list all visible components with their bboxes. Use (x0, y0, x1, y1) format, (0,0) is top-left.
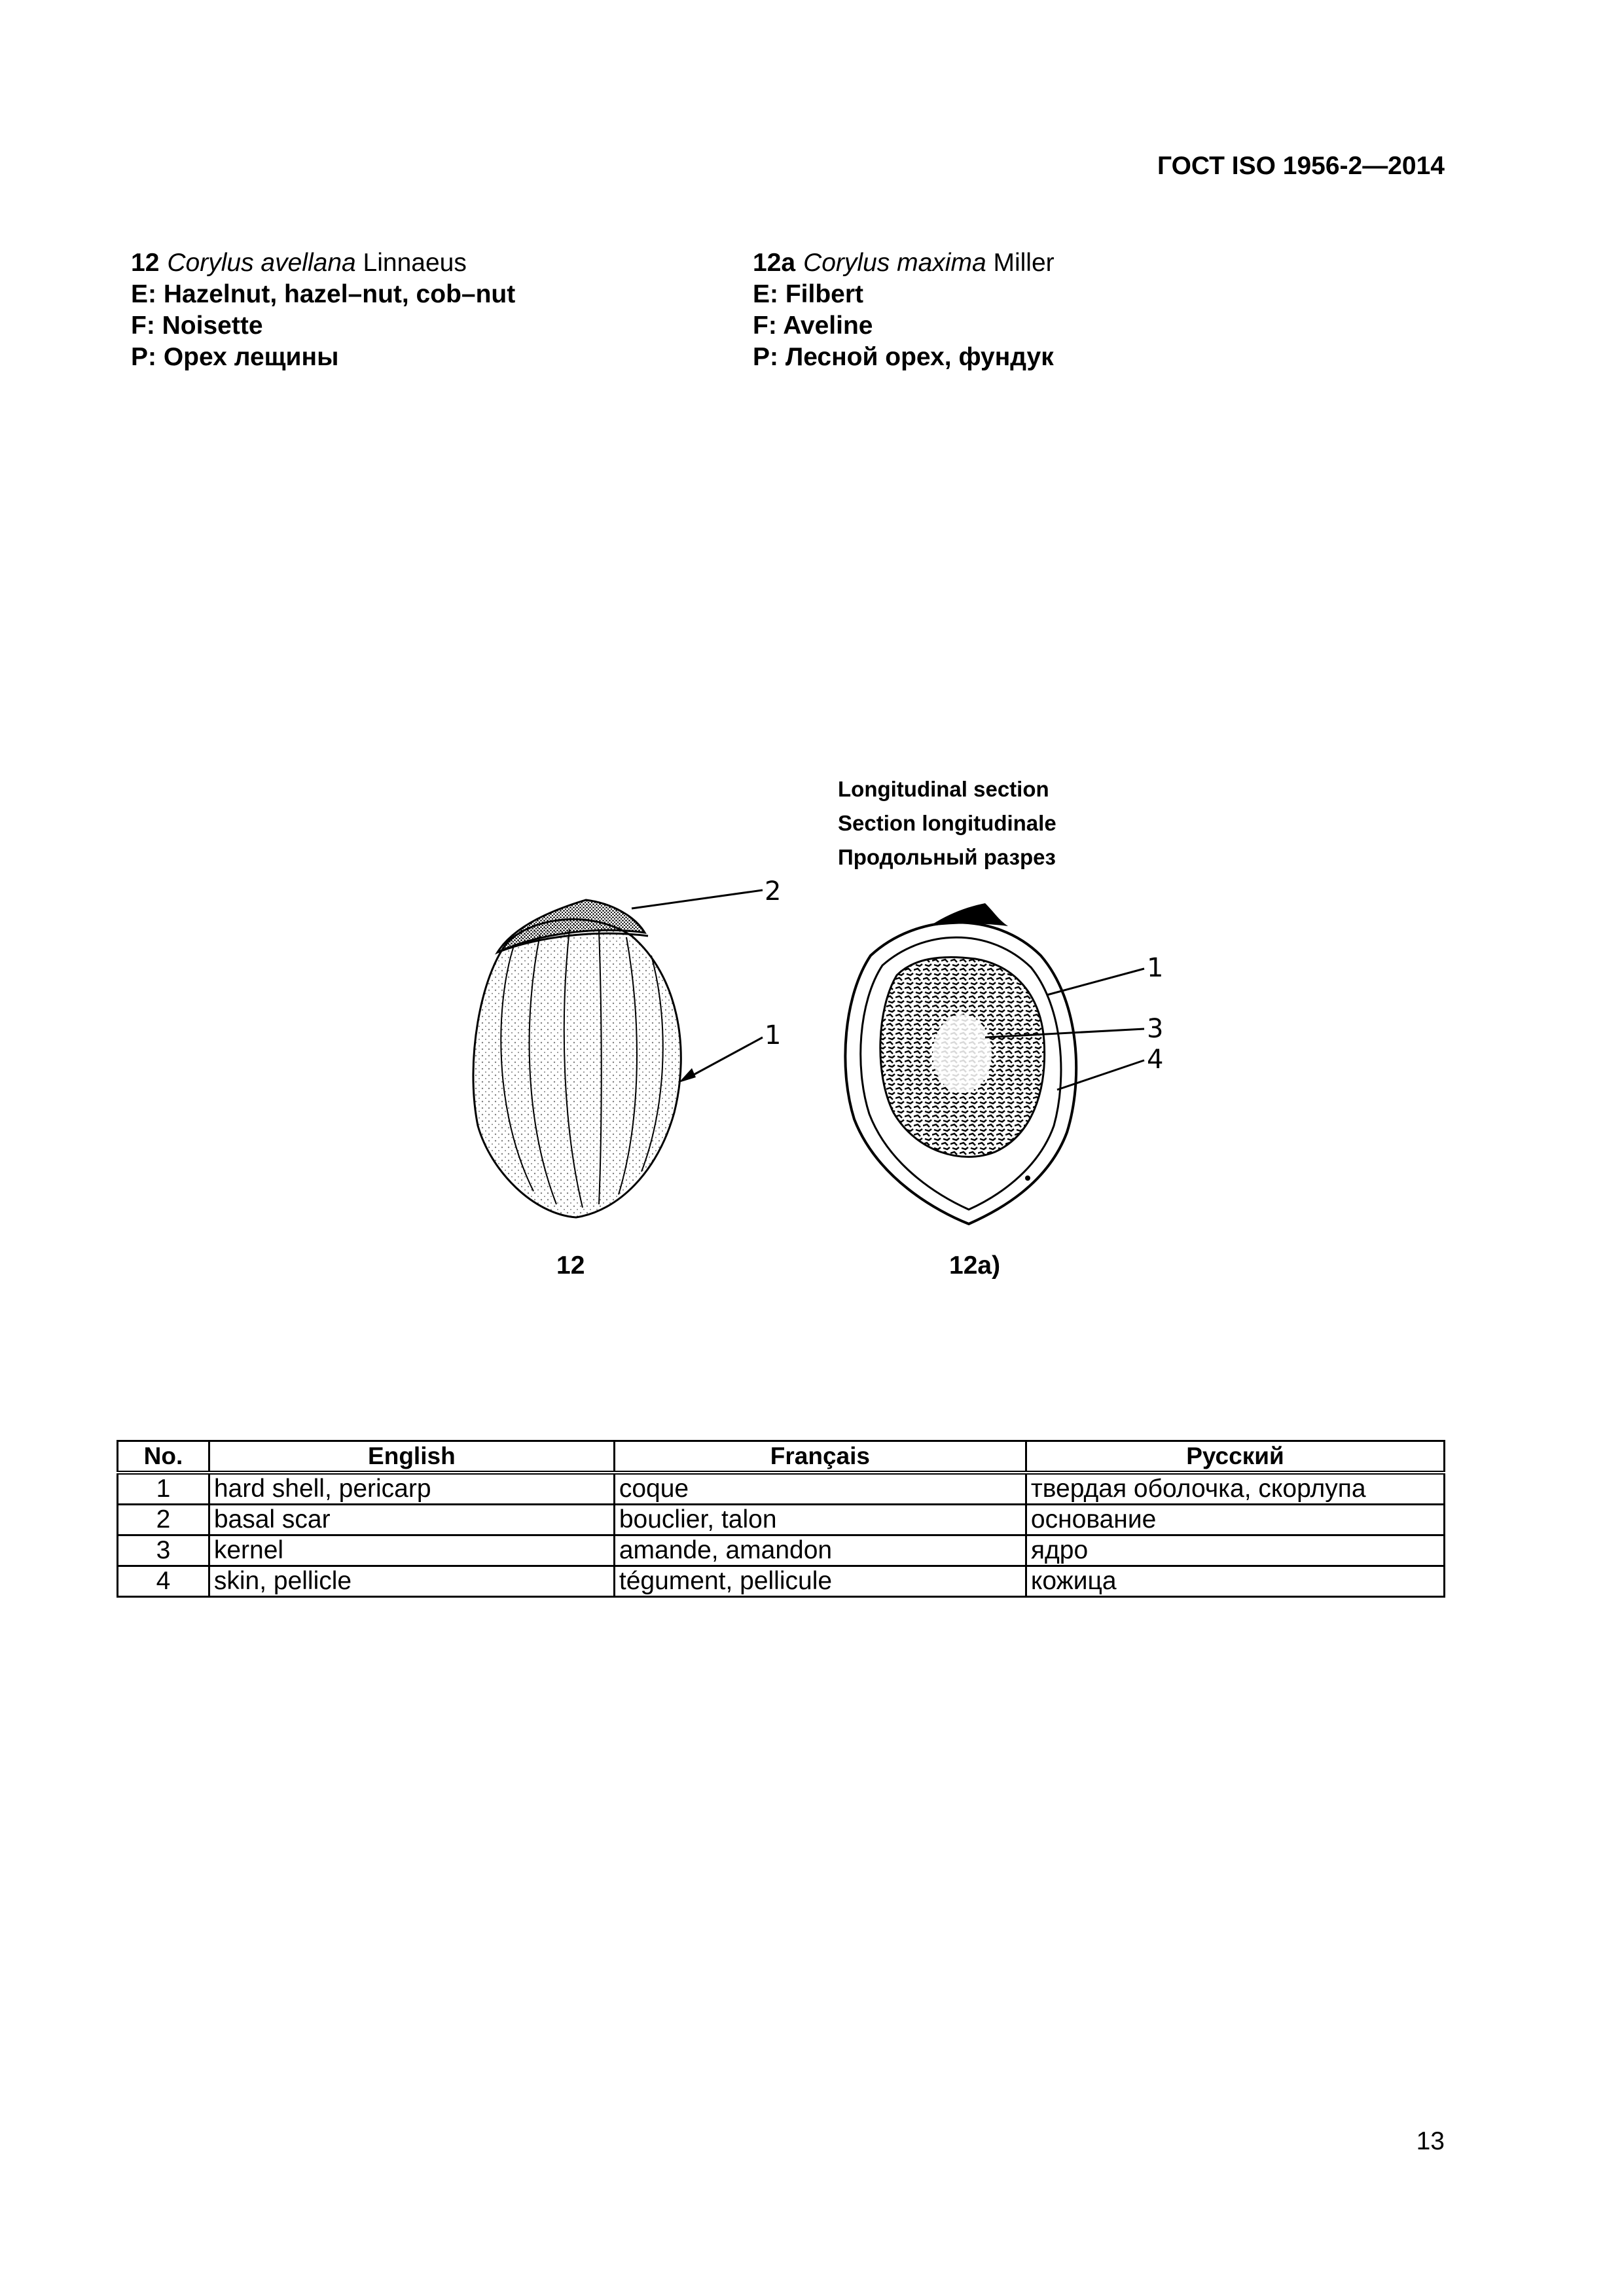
species-russian-name: P: Орех лещины (131, 343, 339, 371)
page-number: 13 (1416, 2127, 1445, 2155)
hazelnut-illustration (455, 864, 782, 1230)
species-entry-12a (753, 247, 1276, 373)
table-row (118, 1505, 1445, 1535)
species-russian-name: P: Лесной орех, фундук (753, 343, 1054, 371)
caption-english: Longitudinal section (838, 777, 1049, 801)
callout-1: 1 (765, 1020, 782, 1050)
species-number: 12a (753, 249, 796, 277)
callout-4: 4 (1147, 1045, 1164, 1075)
cell-french: coque (614, 1473, 1026, 1505)
parts-table (117, 1440, 1445, 1598)
cell-russian: кожица (1026, 1566, 1444, 1597)
document-code: ГОСТ ISO 1956-2—2014 (1157, 152, 1445, 180)
table-header-row (118, 1441, 1445, 1473)
callout-2: 2 (765, 876, 782, 906)
caption-french: Section longitudinale (838, 811, 1056, 835)
section-caption (838, 772, 1056, 874)
cell-english: skin, pellicle (209, 1566, 614, 1597)
figure-label-12a: 12a) (949, 1251, 1001, 1280)
cell-no: 3 (118, 1535, 209, 1566)
callout-1: 1 (1147, 953, 1164, 983)
species-english-name: E: Filbert (753, 280, 864, 308)
cell-french: bouclier, talon (614, 1505, 1026, 1535)
cell-russian: основание (1026, 1505, 1444, 1535)
table-row (118, 1535, 1445, 1566)
species-number: 12 (131, 249, 160, 277)
column-header-french: Français (614, 1441, 1026, 1473)
cell-no: 1 (118, 1473, 209, 1505)
species-latin-name: Corylus avellana (167, 249, 356, 277)
figure-label-12: 12 (556, 1251, 585, 1280)
species-entry-12 (131, 247, 550, 373)
column-header-english: English (209, 1441, 614, 1473)
caption-russian: Продольный разрез (838, 845, 1056, 869)
species-author: Linnaeus (363, 249, 467, 277)
cell-english: basal scar (209, 1505, 614, 1535)
cell-russian: твердая оболочка, скорлупа (1026, 1473, 1444, 1505)
hazelnut-section-illustration (831, 903, 1185, 1230)
cell-french: tégument, pellicule (614, 1566, 1026, 1597)
column-header-no: No. (118, 1441, 209, 1473)
cell-english: kernel (209, 1535, 614, 1566)
species-latin-name: Corylus maxima (803, 249, 986, 277)
cell-no: 4 (118, 1566, 209, 1597)
species-french-name: F: Aveline (753, 312, 873, 340)
callout-3: 3 (1147, 1014, 1164, 1044)
cell-english: hard shell, pericarp (209, 1473, 614, 1505)
species-english-name: E: Hazelnut, hazel–nut, cob–nut (131, 280, 516, 308)
cell-russian: ядро (1026, 1535, 1444, 1566)
cell-french: amande, amandon (614, 1535, 1026, 1566)
cell-no: 2 (118, 1505, 209, 1535)
column-header-russian: Русский (1026, 1441, 1444, 1473)
table-row (118, 1473, 1445, 1505)
table-row (118, 1566, 1445, 1597)
species-author: Miller (993, 249, 1055, 277)
species-french-name: F: Noisette (131, 312, 263, 340)
